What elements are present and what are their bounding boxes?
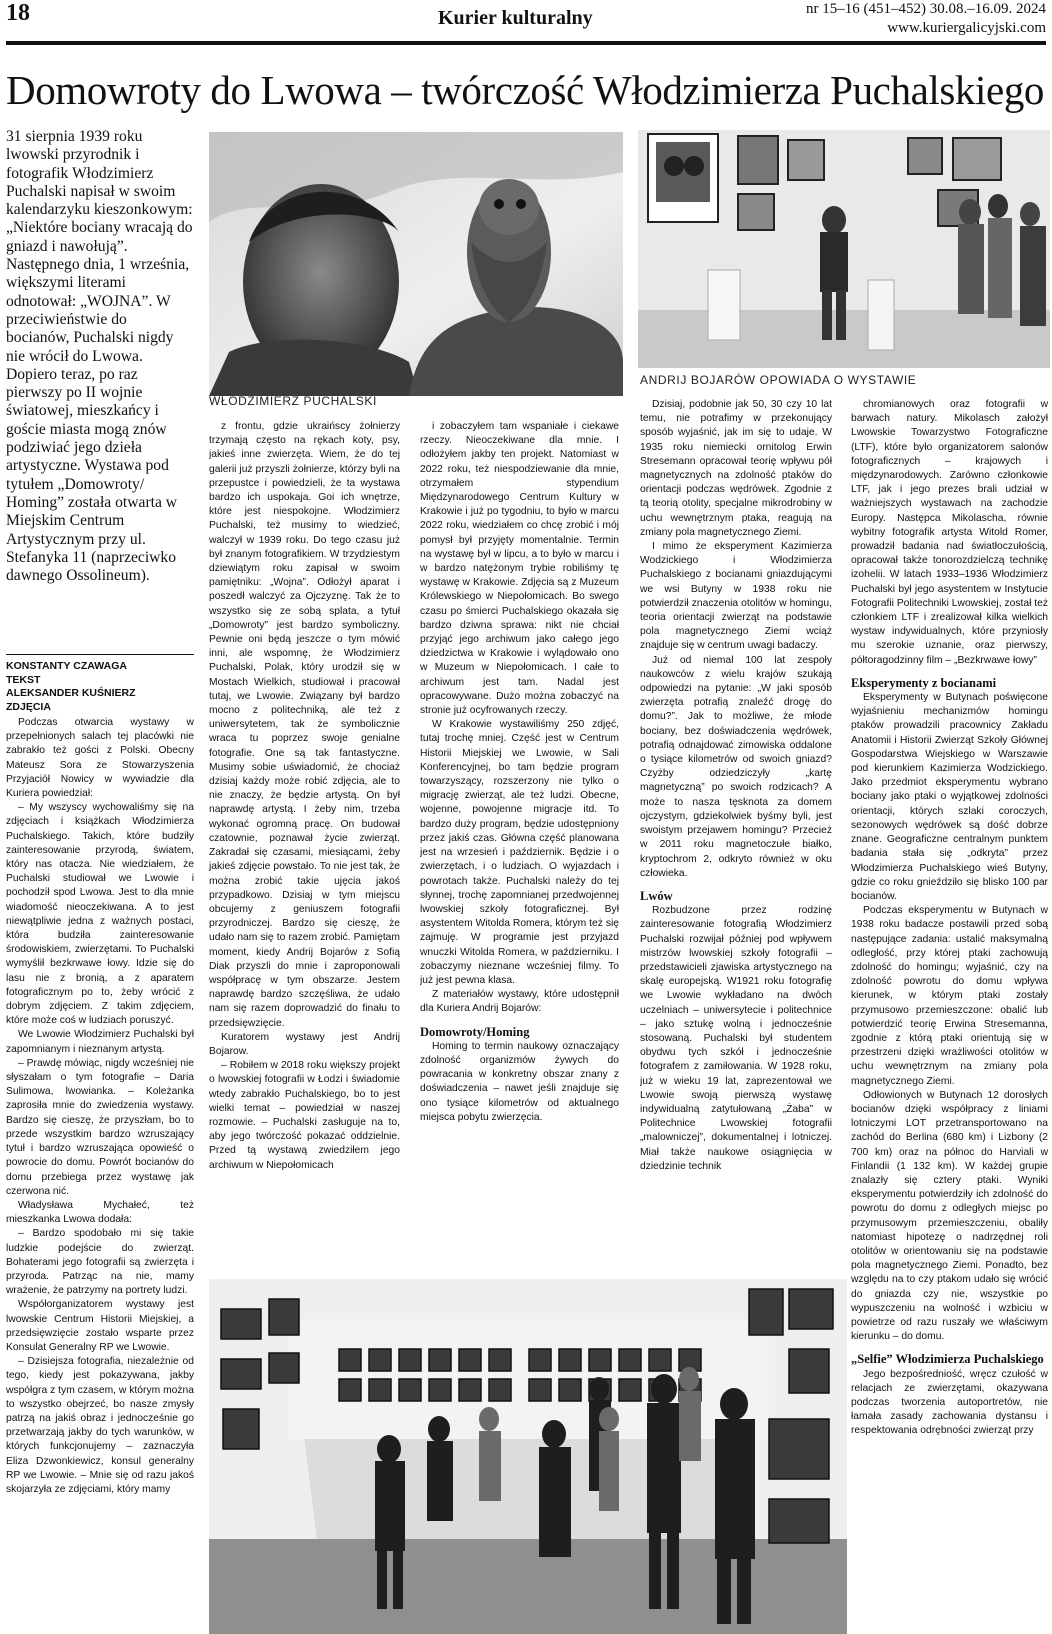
presentation-caption: ANDRIJ BOJARÓW OPOWIADA O WYSTAWIE: [640, 373, 917, 387]
header-rule: [6, 41, 1046, 45]
subheading: Domowroty/Homing: [420, 1024, 530, 1039]
article-lead: 31 sierpnia 1939 roku lwowski przyrodnik i fotografik Włodzimierz Puchalski napisał w swoim kalendarzyku kieszonkowym: „Niektóre bociany wracają do gniazd i nawołują”. Następnego dnia, 1 września, większymi literami odnotował: „WOJNA”. W przeciwieństwie do bocianów, Puchalski nigdy nie wrócił do Lwowa. Dopiero teraz, po raz pierwszy po II wojnie światowej, mieszkańcy i goście miasta mogą znów podziwiać jego dzieła artystyczne. Wystawa pod tytułem „Domowroty/ Homing” została otwarta w Miejskim Centrum Artystycznym przy ul. Stefanyka 11 (naprzeciwko dawnego Ossolineum).: [6, 128, 193, 585]
issue-number: nr 15–16 (451–452) 30.08.–16.09. 2024: [806, 1, 1046, 17]
website-link[interactable]: www.kuriergalicyjski.com: [887, 20, 1046, 36]
paragraph: W Krakowie wystawiliśmy 250 zdjęć, tutaj trochę mniej. Część jest w Centrum Historii Miejskiej we Lwowie, w Sali Konferencyjnej, bo tam będzie program towarzyszący, rozszerzony nie tylko o migrację zwierząt, ale też ludzi. Obecne, wojenne, powojenne migracje itd. To bardzo duży program, będzie udostępniony przez jakiś czas. Główna część planowana jest na wrzesień i październik. Będzie i o zwierzętach, i o ludziach. O wyjazdach i powrotach także. Puchalski należy do tej słynnej, trochę zapomnianej przedwojennej lwowskiej szkoły fotograficznej. Był asystentem Witolda Romera, którym też się zajmuję. W programie jest przyjazd wnuczki Witolda Romera, w październiku. I zobaczymy nieznane wcześniej filmy. To już jest pewna klasa.: [420, 719, 619, 986]
credits-rule: [6, 654, 194, 655]
paragraph: Rozbudzone przez rodzinę zainteresowanie fotografią Włodzimierz Puchalski rozwijał później pod wpływem mistrzów lwowskiej szkoły fotografii – przedstawicieli zjawiska artystycznego na skalę europejską. W1921 roku fotografię we Lwowie wykładano na dwóch uczelniach – uniwersytecie i politechnice – jako sztukę wolną i jednocześnie stosowaną. Puchalski był studentem obydwu tych szkół i jednocześnie fotografem z zamiłowania. W 1928 roku, już w wieku 19 lat, zaprezentował we Lwowie swoją pierwszą wystawę indywidualną zatytułowaną „Żaba” w Politechnice Lwowskiej fotografii „malowniczej”, dokumentalnej i lotniczej. Miał także naukowe osiągnięcia w dziedzinie technik: [640, 905, 832, 1172]
photographer-role: ZDJĘCIA: [6, 700, 51, 713]
article-column-3: [420, 420, 619, 1276]
subheading: Eksperymenty z bocianami: [851, 675, 997, 690]
paragraph: z frontu, gdzie ukraińscy żołnierzy trzymają często na rękach koty, psy, jakieś inne zwierzęta. Wiem, że do tej galerii już przyszli żołnierze, którzy byli na przepustce i powiedzieli, że ta wystawa bardzo ich uspokaja. Goi ich wnętrze, które jest niespokojne. Włodzimierz Puchalski, też musimy to wiedzieć, walczył w 1939 roku. Do tego czasu już był znanym fotografikiem. W trzydziestym dziewiątym roku zapisał w swoim pamiętniku: „Wojna”. Odłożył aparat i poszedł walczyć za Ojczyznę. Tak że to wszystko się ze sobą splata, a tytuł „Domowroty” jest bardzo symboliczny. Pewnie oni będą jeszcze o tym mówić inni, ale wspomnę, że Włodzimierz Puchalski, Polak, który urodził się w Mostach Wielkich, studiował i pracował tutaj, we Lwowie. Związany był bardzo mocno z politechniką, ale też z uniwersytetem, tak że symbolicznie wraca tu poprzez swoje genialne fotografie. One są tak fantastyczne. Musimy sobie uświadomić, że chociaż dzisiaj każdy może robić zdjęcia, ale to nie znaczy, że będzie artystą. On był naprawdę artystą. I żeby nim, trzeba wykonać ogromną pracę. On budował czatownie, poznawał życie zwierząt. Zakradał się czasami, miesiącami, żeby jakieś zdjęcie powstało. To nie jest tak, że można zrobić takie ujęcia jakoś przypadkowo. Dzisiaj w tym miejscu obcujemy z geniuszem fotografii przyrodniczej. Bardzo się cieszę, że udało nam się to razem zrobić. Pamiętam moment, kiedy Andrij Bojarów z Sofią Diak przyszli do mnie i zaproponowali współpracę w tym obszarze. Jestem naprawdę bardzo szczęśliwa, że udało nam się razem doprowadzić do finału to przedsięwzięcie.: [209, 421, 400, 1029]
article-headline: Domowroty do Lwowa – twórczość Włodzimierza Puchalskiego: [6, 67, 1045, 113]
paragraph: Odłowionych w Butynach 12 dorosłych bocianów dzięki współpracy z liniami lotniczymi LOT przetransportowano na zachód do Berlina (680 km) i Lizbony (2 700 km) oraz na północ do Harviali w Finlandii (1 132 km). W każdej grupie znalazły się cztery ptaki. Wyniki eksperymentu potwierdziły ich zdolność do powrotu do domu z odległych miejsc po przymusowym przemieszczeniu, obaliły natomiast hipotezę o nadrzędnej roli otolitów w orientowaniu się na podstawie pola magnetycznego Ziemi. Ponadto, bez względu na to czy ptakom udało się wrócić do gniazda czy nie, wszystkie po wypuszczeniu na wolność i wzbiciu w powietrze od razu ruszały we właściwym kierunku – do domu.: [851, 1089, 1048, 1343]
presentation-photo: [638, 130, 1050, 368]
article-column-5: [851, 398, 1048, 1634]
photographer-name: ALEKSANDER KUŚNIERZ: [6, 687, 136, 699]
page-number: 18: [6, 0, 30, 26]
author-name: KONSTANTY CZAWAGA: [6, 660, 127, 672]
paragraph: Podczas eksperymentu w Butynach w 1938 roku badacze postawili przed sobą następujące zadania: ustalić maksymalną odległość, przy której ptaki zachowują zdolność do homingu; wyjaśnić, czy na zdolność powrotu do domu wpływa kierunek, w którym ptaki zostały przymusowo przemieszczone: obalić lub potwierdzić teorię Erwina Stresemanna, zgodnie z którą ptaki orientują się w przestrzeni dzięki wrażliwości otolitów w uchu wewnętrznym na zmiany pola magnetycznego Ziemi.: [851, 905, 1048, 1087]
paragraph: Homing to termin naukowy oznaczający zdolność organizmów żywych do powracania w konkretny obszar znany z doświadczenia – nawet jeśli znajduje się ono tysiące kilometrów od aktualnego miejsca pobytu zwierzęcia.: [420, 1040, 619, 1123]
paragraph: – Robiłem w 2018 roku większy projekt o lwowskiej fotografii w Łodzi i świadomie wtedy zabrakło Puchalskiego, bo to jest wielki temat – powiedział w naszej rozmowie. – Puchalski zasługuje na to, aby jego twórczość pokazać oddzielnie. Przed tą wystawą zwiedziłem jego archiwum w Niepołomicach: [209, 1060, 400, 1171]
paragraph: Eksperymenty w Butynach poświęcone wyjaśnieniu mechanizmów homingu ptaków prowadzili pracownicy Zakładu Anatomii i Historii Zwierząt Szkoły Głównej Gospodarstwa Wiejskiego w Warszawie pod kierunkiem Kazimierza Wodzickiego. Jako przedmiot eksperymentu wybrano bociany jako ptaki o wyjątkowej zdolności orientacji, których szlaki coroczych, sezonowych wędrówek są dość dobrze znane. Geograficzne centralnym punktem badania stała się „odkryta” przez Włodzimierza Puchalskiego wieś Butyny, gdzie co roku gnieździło się blisko 100 par bocianów.: [851, 692, 1048, 902]
paragraph: Dzisiaj, podobnie jak 50, 30 czy 10 lat temu, nie potrafimy w przekonujący sposób wyjaśnić, jak im się to udaje. W 1935 roku niemiecki ornitolog Erwin Stresemann opracował teorię wpływu pół magnetycznych na zdolność ptaków do orientacji podczas wędrówek. Zgodnie z tą teorią otolity, specjalne mikrodrobiny w uchu wewnętrznym ptaka, reagują na zmiany pola magnetycznego Ziemi.: [640, 399, 832, 538]
subheading: Lwów: [640, 888, 673, 903]
paragraph: Już od niemal 100 lat zespoły naukowców z wielu krajów szukają odpowiedzi na pytanie: „W jaki sposób zwierzęta potrafią znaleźć drogę do domu?”. Jak to możliwe, że młode bociany, bez doświadczenia wędrówek, potrafią odnajdować zimowiska oddalone o tysiące kilometrów od swoich gniazd? Czyżby odziedziczyły „kartę magnetyczną” po swoich rodzicach? A może to nasza tęsknota za domem ojczystym, gdziekolwiek byśmy byli, jest swoistym przejawem homingu? Przecież w 2011 roku magnetoczułe białko, kryptochrom 2, odkryto również w oku człowieka.: [640, 654, 832, 879]
paragraph: chromianowych oraz fotografii w barwach natury. Mikolasch założył Lwowskie Towarzystwo Fotograficzne (LTF), które było organizatorem salonów fotograficznych – krajowych i międzynarodowych. Zarówno członkowie LTF, jak i jego prezes brali udział w ważniejszych wystawach na zachodzie Europy. Następca Mikolascha, równie wybitny fotografik artysta Witold Romer, prowadził badania nad światłoczułością, opracował także tonorozdzielczą technikę izohelii. W latach 1933–1936 Włodzimierz Puchalski był jego asystentem w Instytucie Fotografii Politechniki Lwowskiej, został też członkiem LTF i zrealizował kilka wielkich wystaw indywidualnych, które przyniosły mu szerokie uznanie, oraz pierwszy, półtoragodzinny film – „Bezkrwawe łowy”: [851, 399, 1048, 666]
paragraph: – Bardzo spodobało mi się takie ludzkie podejście do zwierząt. Bohaterami jego fotografii są zwierzęta i przyroda. Patrząc na nie, mamy wrażenie, że patrzymy na portrety ludzi.: [6, 1228, 194, 1297]
paragraph: Współorganizatorem wystawy jest lwowskie Centrum Historii Miejskiej, a przedsięwzięcie zostało wsparte przez Konsulat Generalny RP we Lwowie.: [6, 1299, 194, 1353]
gallery-photo: [209, 1279, 847, 1634]
paragraph: Jego bezpośredniość, wręcz czułość w relacjach ze zwierzętami, okazywana podczas tworzenia autoportretów, nie łamała zasady zachowania dystansu i respektowania odrębności zwierząt przy: [851, 1368, 1048, 1437]
subheading: „Selfie” Włodzimierza Puchalskiego: [851, 1352, 1044, 1367]
section-title: Kurier kulturalny: [438, 7, 593, 29]
paragraph: I mimo że eksperyment Kazimierza Wodzickiego i Włodzimierza Puchalskiego z bocianami gniazdującymi we wsi Butyny w 1938 roku nie potwierdził znaczenia otolitów w homingu, teoria orientacji zwierząt na podstawie pola magnetycznego Ziemi wciąż znajduje się w centrum uwagi badaczy.: [640, 541, 832, 652]
article-column-1: [6, 716, 194, 1634]
article-credits: [6, 660, 194, 714]
article-column-4: [640, 398, 832, 1276]
paragraph: Podczas otwarcia wystawy w przepełnionych salach tej placówki nie zabrakło też gości z Polski. Obecny Mateusz Sora ze Stowarzyszenia Przyjaciół Nowicy w wywiadzie dla Kuriera powiedział:: [6, 717, 194, 800]
paragraph: – Prawdę mówiąc, nigdy wcześniej nie słyszałam o tym fotografie – Daria Sulimowa, lwowianka. – Koleżanka zaprosiła mnie do zwiedzenia wystawy. Bardzo się cieszę, że przyszłam, bo to przede wszystkim bardzo wzruszający tytuł i bardzo wzruszająca opowieść o powrocie do domu. Powrót bocianów do domu przebiega przez wystawę jak czerwona nić.: [6, 1057, 194, 1197]
paragraph: i zobaczyłem tam wspaniałe i ciekawe rzeczy. Nieoczekiwane dla mnie. I odłożyłem jakby ten projekt. Natomiast w 2022 roku, też niespodziewanie dla mnie, otrzymałem stypendium Międzynarodowego Centrum Kultury w Krakowie i już po tygodniu, to było w marcu 2022 roku, wiedziałem co chcę zrobić i mój pomysł był przyjęty momentalnie. Termin na wystawę był w lipcu, a to było w marcu i w bardzo natężonym trybie robiliśmy tę wystawę w Krakowie. Zdjęcia są z Muzeum Królewskiego w Niepołomicach. Bo swego czasu po śmierci Puchalskiego okazała się bardzo dziwna sprawa: nikt nie chciał przyjąć jego archiwum jako całego jego dziedzictwa w Krakowie i wylądowało ono w Muzeum w Niepołomicach. I całe to archiwum jest tam. Nadal jest opracowywane. Dużo można zobaczyć na stronie już ocyfrowanych rzeczy.: [420, 421, 619, 717]
issue-info: [806, 0, 1046, 38]
paragraph: – Dzisiejsza fotografia, niezależnie od tego, kiedy jest pokazywana, jakby współgra z tym czasem, w którym można to wszystko obejrzeć, bo nasze zmysły patrzą na jakiś obraz i jednocześnie go przetwarzają jakby do tych warunków, w których funkcjonujemy – zaznaczyła Eliza Dzwonkiewicz, konsul generalny RP we Lwowie. – Mnie się od razu jakoś skojarzyła ze zdjęciami, który mamy: [6, 1356, 194, 1495]
paragraph: Z materiałów wystawy, które udostępnił dla Kuriera Andrij Bojarów:: [420, 989, 619, 1015]
paragraph: Władysława Mychałeć, też mieszkanka Lwowa dodała:: [6, 1199, 194, 1226]
paragraph: Kuratorem wystawy jest Andrij Bojarow.: [209, 1031, 400, 1057]
portrait-caption: WŁODZIMIERZ PUCHALSKI: [209, 394, 377, 408]
author-role: TEKST: [6, 673, 41, 686]
article-column-2: [209, 420, 400, 1276]
portrait-photo: [209, 132, 623, 396]
paragraph: We Lwowie Włodzimierz Puchalski był zapomnianym i nieznanym artystą.: [6, 1029, 194, 1055]
paragraph: – My wszyscy wychowaliśmy się na zdjęciach i książkach Włodzimierza Puchalskiego. Takich, które budziły zainteresowanie przyrodą, światem, który nas otacza. Nie wiedziałem, że Puchalski studiował we Lwowie i pochodził spod Lwowa. Jest to dla mnie wiadomość nieoczekiwana. A to jest niewątpliwie jedna z ważnych postaci, która budziła zainteresowanie środowiskiem, zwierzętami. To Puchalski wymyślił bezkrwawe łowy. Idzie się do lasu nie z bronią, a z aparatem fotograficznym po to, żeby wrócić z dobrym zdjęciem. Z takim zdjęciem, które może coś w ludziach poruszyć.: [6, 802, 194, 1027]
